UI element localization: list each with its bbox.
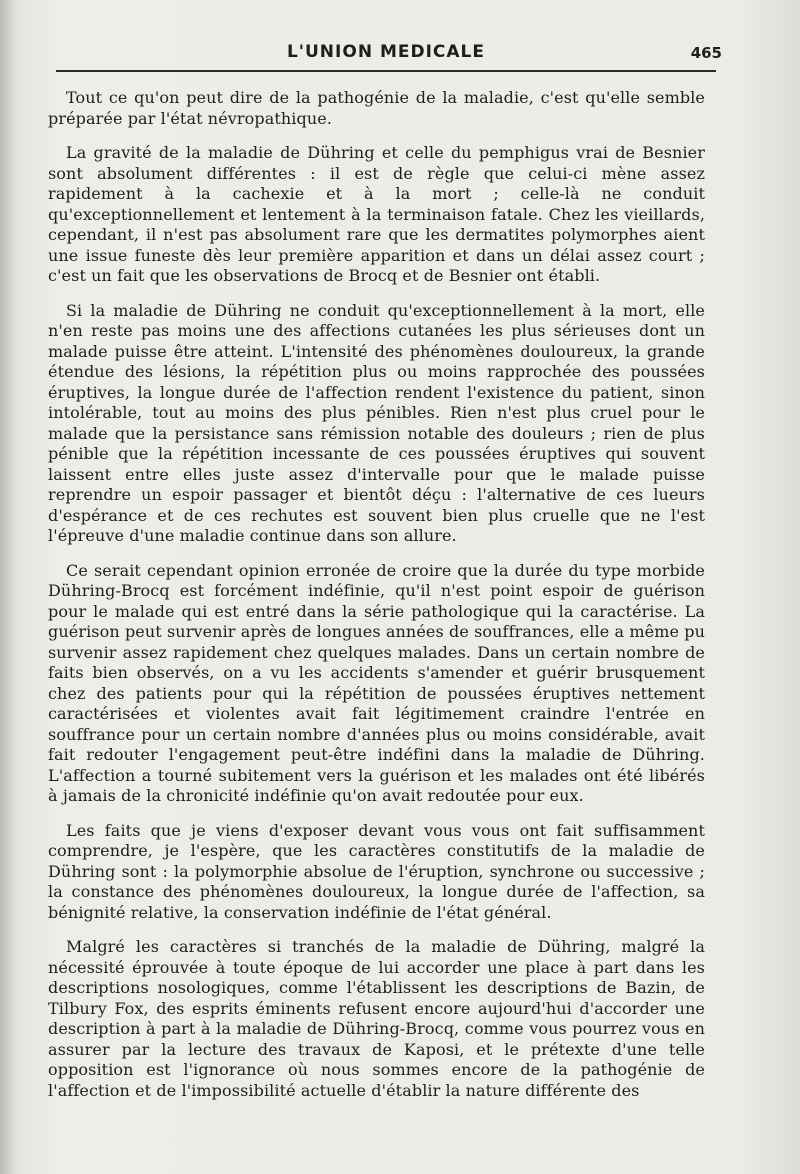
paragraph: Les faits que je viens d'exposer devant vous vous ont fait suffisamment comprendre, je l'espère, que les caractères constitutifs de la maladie de Dühring sont : la polymorphie absolue de l'éruption, synchrone ou successive ; la constance des phénomènes douloureux, la longue durée de l'affection, sa bénignité relative, la conservation indéfinie de l'état général. — [48, 820, 705, 922]
header-rule — [56, 70, 716, 72]
page-number: 465 — [690, 44, 722, 62]
body-text — [48, 88, 705, 1115]
paragraph: Malgré les caractères si tranchés de la maladie de Dühring, malgré la nécessité éprouvée à toute époque de lui accorder une place à part dans les descriptions nosologiques, comme l'établissent les descriptions de Bazin, de Tilbury Fox, des esprits éminents refusent encore aujourd'hui d'accorder une description à part à la maladie de Dühring-Brocq, comme vous pourrez vous en assurer par la lecture des travaux de Kaposi, et le prétexte d'une telle opposition est l'ignorance où nous sommes encore de la pathogénie de l'affection et de l'impossibilité actuelle d'établir la nature différente des — [48, 937, 705, 1100]
paragraph: Ce serait cependant opinion erronée de croire que la durée du type morbide Dühring-Brocq est forcément indéfinie, qu'il n'est point espoir de guérison pour le malade qui est entré dans la série pathologique qui la caractérise. La guérison peut survenir après de longues années de souffrances, elle a même pu survenir assez rapidement chez quelques malades. Dans un certain nombre de faits bien observés, on a vu les accidents s'amender et guérir brusquement chez des patients pour qui la répétition de poussées éruptives nettement caractérisées et violentes avait fait légitimement craindre l'entrée en souffrance pour un certain nombre d'années plus ou moins considérable, avait fait redouter l'engagement peut-être indéfini dans la maladie de Dühring. L'affection a tourné subitement vers la guérison et les malades ont été libérés à jamais de la chronicité indéfinie qu'on avait redoutée pour eux. — [48, 560, 705, 805]
page-header — [56, 38, 722, 74]
paragraph: La gravité de la maladie de Dühring et celle du pemphigus vrai de Besnier sont absolument différentes : il est de règle que celui-ci mène assez rapidement à la cachexie et à la mort ; celle-là ne conduit qu'exceptionnellement et lentement à la terminaison fatale. Chez les vieillards, cependant, il n'est pas absolument rare que les dermatites polymorphes aient une issue funeste dès leur première apparition et dans un délai assez court ; c'est un fait que les observations de Brocq et de Besnier ont établi. — [48, 143, 705, 285]
running-title: L'UNION MEDICALE — [286, 42, 486, 62]
paragraph: Si la maladie de Dühring ne conduit qu'exceptionnellement à la mort, elle n'en reste pas moins une des affections cutanées les plus sérieuses dont un malade puisse être atteint. L'intensité des phénomènes douloureux, la grande étendue des lésions, la répétition plus ou moins rapprochée des poussées éruptives, la longue durée de l'affection rendent l'existence du patient, sinon intolérable, tout au moins des plus pénibles. Rien n'est plus cruel pour le malade que la persistance sans rémission notable des douleurs ; rien de plus pénible que la répétition incessante de ces poussées éruptives qui souvent laissent entre elles juste assez d'intervalle pour que le malade puisse reprendre un espoir passager et bientôt déçu : l'alternative de ces lueurs d'espérance et de ces rechutes est souvent bien plus cruelle que ne l'est l'épreuve d'une maladie continue dans son allure. — [48, 300, 705, 545]
paragraph: Tout ce qu'on peut dire de la pathogénie de la maladie, c'est qu'elle semble préparée par l'état névropathique. — [48, 88, 705, 128]
